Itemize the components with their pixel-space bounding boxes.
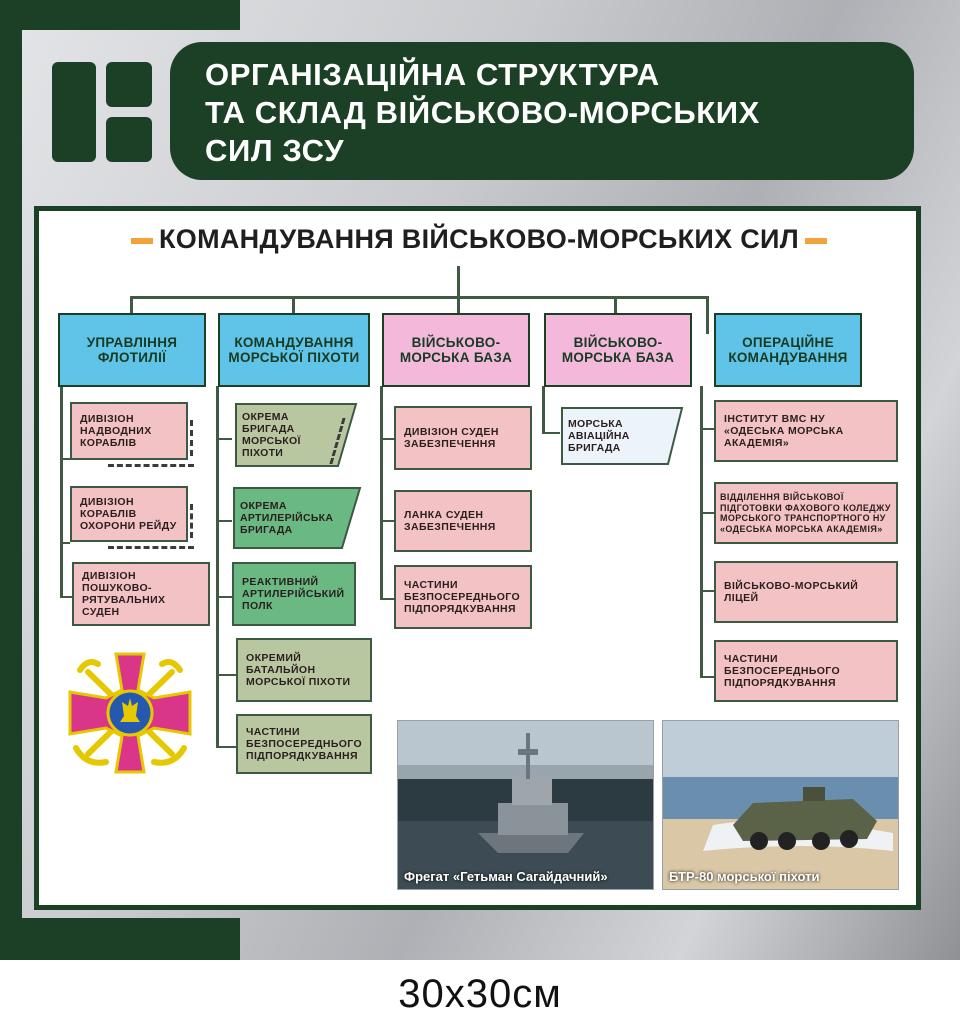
node-flotilla-unit: ДИВІЗІОН ПОШУКОВО-РЯТУВАЛЬНИХ СУДЕН xyxy=(72,562,210,626)
left-accent xyxy=(0,0,22,960)
connector xyxy=(216,386,219,748)
connector xyxy=(542,432,560,434)
photo-caption: Фрегат «Гетьман Сагайдачний» xyxy=(404,869,608,884)
connector xyxy=(380,598,394,600)
node-marine-command: КОМАНДУВАННЯ МОРСЬКОЇ ПІХОТИ xyxy=(218,313,370,387)
connector xyxy=(130,296,133,314)
connector xyxy=(60,596,72,598)
node-operational-unit: ІНСТИТУТ ВМС НУ «ОДЕСЬКА МОРСЬКА АКАДЕМІЯ» xyxy=(714,400,898,462)
node-operational-unit: ЧАСТИНИ БЕЗПОСЕРЕДНЬОГО ПІДПОРЯДКУВАННЯ xyxy=(714,640,898,702)
node-marine-unit: ОКРЕМА АРТИЛЕРІЙСЬКА БРИГАДА xyxy=(240,500,334,536)
connector xyxy=(614,296,617,314)
connector xyxy=(542,386,545,434)
node-operational-unit: ВІДДІЛЕННЯ ВІЙСЬКОВОЇ ПІДГОТОВКИ ФАХОВОГО КОЛЕДЖУ МОРСЬКОГО ТРАНСПОРТНОГО НУ «ОДЕСЬКА МОРСЬКА АКАДЕМІЯ» xyxy=(714,482,898,544)
dashed-frame xyxy=(108,546,194,549)
connector xyxy=(700,590,714,592)
node-marine-unit: РЕАКТИВНИЙ АРТИЛЕРІЙСЬКИЙ ПОЛК xyxy=(232,562,356,626)
navy-emblem-icon xyxy=(66,650,194,776)
stand-logo-icon xyxy=(52,62,152,162)
connector xyxy=(380,438,394,440)
connector xyxy=(292,296,295,314)
accent-bar xyxy=(805,238,827,244)
corner-accent xyxy=(0,0,240,30)
connector xyxy=(216,520,232,522)
page-title: ОРГАНІЗАЦІЙНА СТРУКТУРА ТА СКЛАД ВІЙСЬКОВО-МОРСЬКИХ СИЛ ЗСУ xyxy=(205,57,760,168)
node-marine-unit: ОКРЕМИЙ БАТАЛЬЙОН МОРСЬКОЇ ПІХОТИ xyxy=(236,638,372,702)
node-base-unit: ДИВІЗІОН СУДЕН ЗАБЕЗПЕЧЕННЯ xyxy=(394,406,532,470)
node-marine-unit: ЧАСТИНИ БЕЗПОСЕРЕДНЬОГО ПІДПОРЯДКУВАННЯ xyxy=(236,714,372,774)
connector xyxy=(700,428,714,430)
node-flotilla-unit: ДИВІЗІОН НАДВОДНИХ КОРАБЛІВ xyxy=(70,402,188,460)
connector xyxy=(216,674,236,676)
connector xyxy=(457,296,460,314)
dashed-frame xyxy=(190,504,193,538)
connector xyxy=(380,386,383,600)
node-naval-base: ВІЙСЬКОВО-МОРСЬКА БАЗА xyxy=(382,313,530,387)
dashed-frame xyxy=(190,420,193,456)
dashed-frame xyxy=(108,464,194,467)
accent-bar xyxy=(131,238,153,244)
root-title: КОМАНДУВАННЯ ВІЙСЬКОВО-МОРСЬКИХ СИЛ xyxy=(159,224,799,254)
connector xyxy=(60,542,70,544)
node-flotilla-unit: ДИВІЗІОН КОРАБЛІВ ОХОРОНИ РЕЙДУ xyxy=(70,486,188,542)
photo-apc xyxy=(662,720,899,890)
node-base-unit: ЧАСТИНИ БЕЗПОСЕРЕДНЬОГО ПІДПОРЯДКУВАННЯ xyxy=(394,565,532,629)
connector xyxy=(60,458,70,460)
connector xyxy=(130,296,708,299)
connector xyxy=(380,520,394,522)
node-flotilla-command: УПРАВЛІННЯ ФЛОТИЛІЇ xyxy=(58,313,206,387)
corner-accent-bottom xyxy=(0,918,240,960)
node-aviation-brigade: МОРСЬКА АВІАЦІЙНА БРИГАДА xyxy=(568,418,630,454)
connector xyxy=(216,438,232,440)
connector xyxy=(216,746,236,748)
node-marine-unit: ОКРЕМА БРИГАДА МОРСЬКОЇ ПІХОТИ xyxy=(242,411,301,459)
size-label: 30x30см xyxy=(398,972,562,1016)
connector xyxy=(700,512,714,514)
connector xyxy=(216,596,232,598)
node-operational-command: ОПЕРАЦІЙНЕ КОМАНДУВАННЯ xyxy=(714,313,862,387)
photo-caption: БТР-80 морської піхоти xyxy=(669,869,820,884)
node-base-unit: ЛАНКА СУДЕН ЗАБЕЗПЕЧЕННЯ xyxy=(394,490,532,552)
node-operational-unit: ВІЙСЬКОВО-МОРСЬКИЙ ЛІЦЕЙ xyxy=(714,561,898,623)
node-naval-base: ВІЙСЬКОВО-МОРСЬКА БАЗА xyxy=(544,313,692,387)
root-node xyxy=(74,224,884,264)
connector xyxy=(457,266,460,298)
connector xyxy=(706,296,709,334)
connector xyxy=(700,676,714,678)
connector xyxy=(60,386,63,598)
photo-frigate xyxy=(397,720,654,890)
